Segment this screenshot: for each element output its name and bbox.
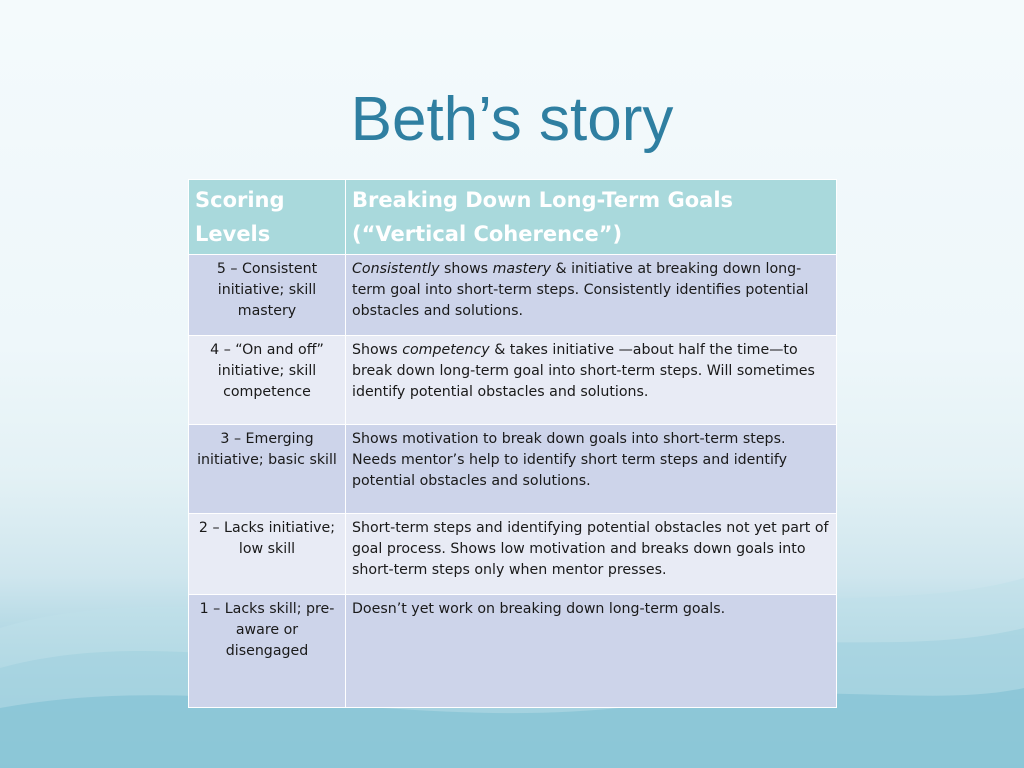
table-row	[189, 425, 837, 514]
level-cell: 1 – Lacks skill; pre-aware or disengaged	[189, 595, 346, 708]
level-cell: 2 – Lacks initiative; low skill	[189, 514, 346, 595]
table-row	[189, 595, 837, 708]
description-cell: Short-term steps and identifying potential obstacles not yet part of goal process. Shows low motivation and breaks down goals into short-term steps only when mentor presses.	[346, 514, 837, 595]
description-emphasis: mastery	[492, 261, 552, 277]
rubric-table	[188, 179, 837, 708]
table-row	[189, 336, 837, 425]
description-text: & initiative at breaking down long-term goal into short-term steps. Consistently identifies potential obstacles and solutions.	[352, 261, 809, 319]
table-row	[189, 514, 837, 595]
level-cell: 4 – “On and off” initiative; skill competence	[189, 336, 346, 425]
description-cell: Doesn’t yet work on breaking down long-term goals.	[346, 595, 837, 708]
level-cell: 5 – Consistent initiative; skill mastery	[189, 255, 346, 336]
description-cell	[346, 336, 837, 425]
description-cell	[346, 255, 837, 336]
header-breaking-down-goals: Breaking Down Long-Term Goals (“Vertical Coherence”)	[346, 180, 837, 255]
header-scoring-levels: Scoring Levels	[189, 180, 346, 255]
description-emphasis: competency	[402, 342, 490, 358]
level-cell: 3 – Emerging initiative; basic skill	[189, 425, 346, 514]
description-emphasis: Consistently	[352, 261, 440, 277]
table-row	[189, 255, 837, 336]
description-text: shows	[439, 261, 493, 277]
description-text: & takes initiative —about half the time—to break down long-term goal into short-term steps. Will sometimes identify potential obstacles and solutions.	[352, 342, 815, 400]
table-header-row	[189, 180, 837, 255]
slide-title: Beth’s story	[350, 85, 674, 154]
description-text: Shows	[352, 342, 403, 358]
description-cell: Shows motivation to break down goals into short-term steps. Needs mentor’s help to identify short term steps and identify potential obstacles and solutions.	[346, 425, 837, 514]
